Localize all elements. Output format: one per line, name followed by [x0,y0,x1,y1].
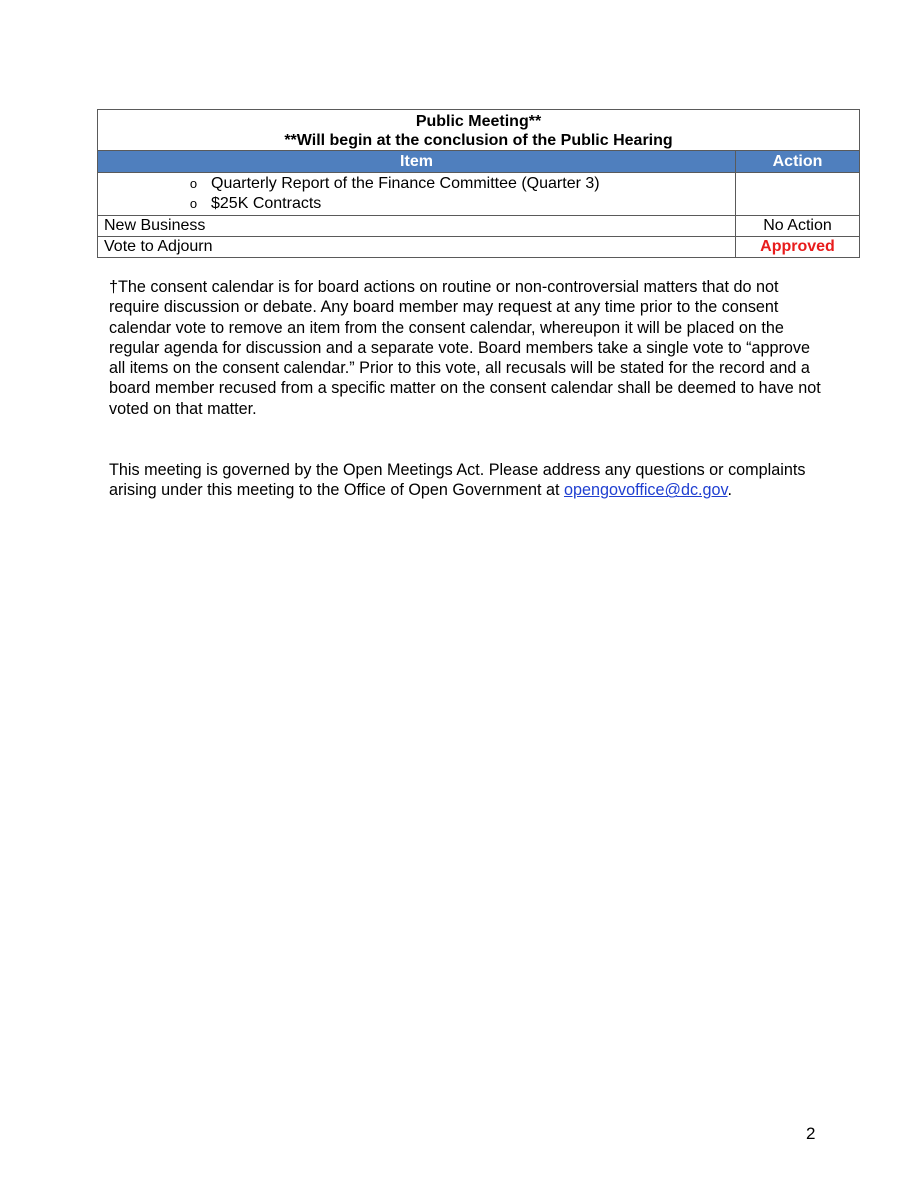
agenda-table [97,109,860,258]
row-item: New Business [98,216,736,237]
page-number: 2 [806,1124,816,1143]
open-meetings-note [109,460,829,501]
open-meetings-text: This meeting is governed by the Open Meetings Act. Please address any questions or complaints arising under this meeting to the Office of Open Government at [109,461,806,500]
bullet-icon: o [189,196,198,211]
table-title-cell [98,110,860,151]
bullet-cell [98,173,736,216]
table-row [98,216,860,237]
list-item-text: Quarterly Report of the Finance Committee (Quarter 3) [211,175,600,192]
list-item [98,194,729,214]
bullet-icon: o [189,176,198,191]
table-subtitle: **Will begin at the conclusion of the Public Hearing [284,132,673,149]
table-title-row [98,110,860,151]
table-row [98,237,860,258]
row-action-approved: Approved [736,237,860,258]
table-title: Public Meeting** [415,113,542,130]
empty-action-cell [736,173,860,216]
header-action: Action [736,151,860,173]
consent-calendar-note: †The consent calendar is for board actions on routine or non-controversial matters that do not require discussion or debate. Any board member may request at any time prior to the consent calendar vote to remove an item from the consent calendar, whereupon it will be placed on the regular agenda for discussion and a separate vote. Board members take a single vote to “approve all items on the consent calendar.” Prior to this vote, all recusals will be stated for the record and a board member recused from a specific matter on the consent calendar shall be deemed to have not voted on that matter. [109,278,821,418]
table-header-row [98,151,860,173]
open-meetings-suffix: . [727,481,732,500]
row-action: No Action [736,216,860,237]
email-link[interactable]: opengovoffice@dc.gov [564,481,728,500]
header-item: Item [98,151,736,173]
list-item [98,174,729,194]
table-row [98,173,860,216]
row-item: Vote to Adjourn [98,237,736,258]
list-item-text: $25K Contracts [211,195,322,212]
